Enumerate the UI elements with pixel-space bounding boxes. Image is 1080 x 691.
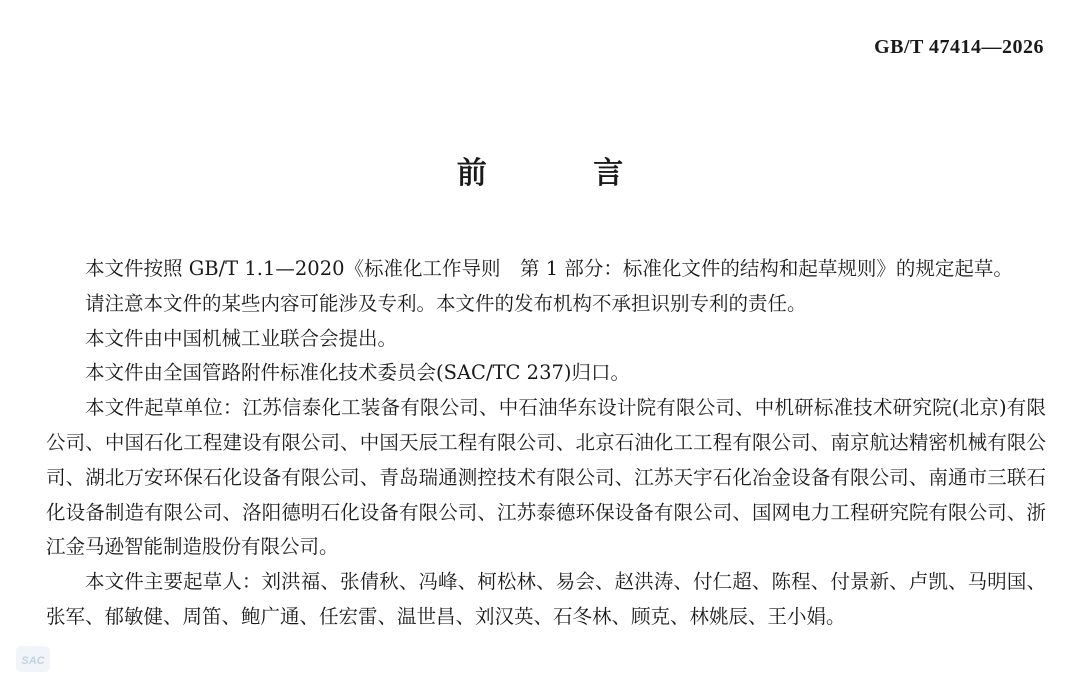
sac-watermark-logo: [16, 646, 50, 672]
paragraph-patent-notice: 请注意本文件的某些内容可能涉及专利。本文件的发布机构不承担识别专利的责任。: [85, 291, 807, 315]
standard-code: GB/T 47414—2026: [874, 36, 1044, 58]
paragraph-proposer: 本文件由中国机械工业联合会提出。: [85, 326, 398, 350]
foreword-body: [46, 252, 1046, 635]
paragraph-drafting-rules: 本文件按照 GB/T 1.1—2020《标准化工作导则 第 1 部分：标准化文件的结构和起草规则》的规定起草。: [85, 257, 1013, 280]
paragraph-administrator: 本文件由全国管路附件标准化技术委员会(SAC/TC 237)归口。: [85, 361, 630, 385]
paragraph-drafting-units: 本文件起草单位：江苏信泰化工装备有限公司、中石油华东设计院有限公司、中机研标准技术研究院(北京)有限公司、中国石化工程建设有限公司、中国天辰工程有限公司、北京石油化工工程有限公司、南京航达精密机械有限公司、湖北万安环保石化设备有限公司、青岛瑞通测控技术有限公司、江苏天宇石化冶金设备有限公司、南通市三联石化设备制造有限公司、洛阳德明石化设备有限公司、江苏泰德环保设备有限公司、国网电力工程研究院有限公司、浙江金马逊智能制造股份有限公司。: [46, 396, 1046, 559]
sac-watermark-text: SAC: [21, 655, 45, 667]
paragraph-drafters: 本文件主要起草人：刘洪福、张倩秋、冯峰、柯松林、易会、赵洪涛、付仁超、陈程、付景新、卢凯、马明国、张军、郁敏健、周笛、鲍广通、任宏雷、温世昌、刘汉英、石冬林、顾克、林姚辰、王小娟。: [46, 570, 1046, 628]
page-title: 前 言: [456, 156, 672, 191]
